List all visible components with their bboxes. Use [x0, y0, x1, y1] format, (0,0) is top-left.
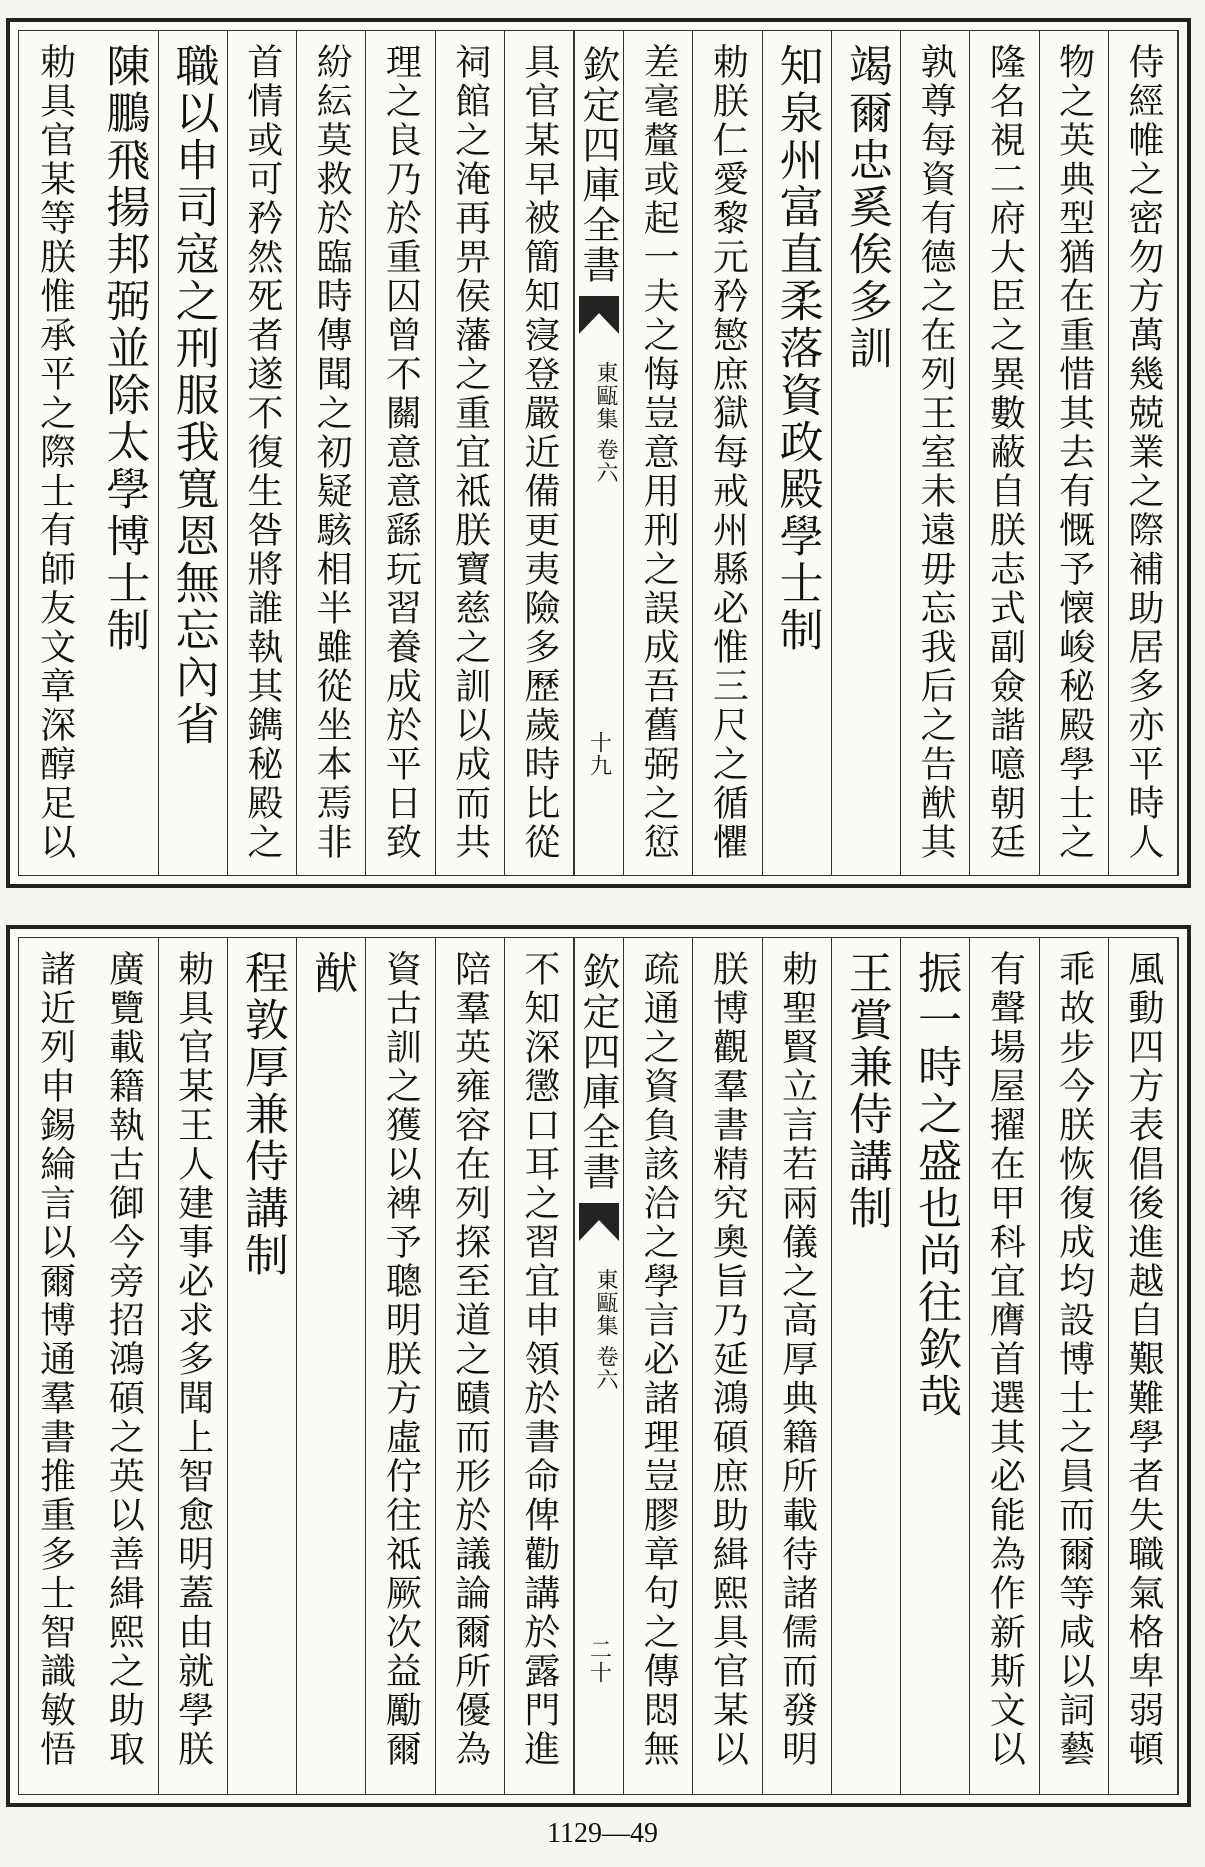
text-column: [505, 938, 574, 1794]
column-text: 首情或可矜然死者遂不復生咎將誰執其鐫秘殿之: [241, 43, 283, 862]
column-text: 物之英典型猶在重惜其去有慨予懐峻秘殿學士之: [1053, 43, 1095, 862]
column-text: 陳鵬飛揚邦弼並除太學博士制: [98, 43, 150, 654]
text-column: [297, 31, 366, 875]
text-column: [505, 31, 574, 875]
text-column: [436, 31, 505, 875]
column-text: 勅聖賢立言若兩儀之高厚典籍所載待諸儒而發明: [776, 950, 818, 1769]
page-folio-bottom: [6, 925, 1191, 1807]
column-text: 廣覽載籍執古御今旁招鴻碩之英以善緝熙之助取: [103, 950, 145, 1769]
column-text: 竭爾忠奚俟多訓: [840, 43, 892, 372]
text-column: [366, 938, 435, 1794]
text-column: [901, 938, 970, 1794]
column-text: 猷: [306, 950, 358, 997]
text-column: [901, 31, 970, 875]
column-text: 振一時之盛也尚往欽哉: [910, 950, 962, 1420]
text-column: [1040, 31, 1109, 875]
text-column: [297, 938, 366, 1794]
volume-label: 東甌集 卷六: [593, 1268, 618, 1391]
text-column: [20, 31, 89, 875]
column-text: 疏通之資負該洽之學言必諸理豈膠章句之傳悶無: [638, 950, 680, 1769]
column-text: 知泉州富直柔落資政殿學士制: [771, 43, 823, 654]
fishtail-mark-icon: [579, 296, 619, 334]
column-text: 陪羣英雍容在列探至道之賾而形於議論爾所優為: [449, 950, 491, 1769]
column-text: 不知深懲口耳之習宜申領於書命俾勸講於露門進: [518, 950, 560, 1769]
volume-label: 東甌集 卷六: [593, 361, 618, 484]
column-text: 乖故步今朕恢復成均設博士之員而爾等咸以詞藝: [1053, 950, 1095, 1769]
column-text: 差毫釐或起一夫之悔豈意用刑之誤成吾舊弼之愆: [638, 43, 680, 862]
column-text: 理之良乃於重囚曾不關意意繇玩習養成於平日致: [380, 43, 422, 862]
centre-fold-strip: [574, 31, 624, 875]
column-text: 風動四方表倡後進越自艱難學者失職氣格卑弱頓: [1122, 950, 1164, 1769]
fishtail-mark-icon: [579, 1203, 619, 1241]
text-column: [624, 938, 693, 1794]
text-column: [763, 938, 832, 1794]
text-column: [693, 31, 762, 875]
column-text: 諸近列申錫綸言以爾博通羣書推重多士智識敏悟: [34, 950, 76, 1769]
page-folio-top: [6, 18, 1191, 888]
text-column: [1040, 938, 1109, 1794]
column-text: 具官某早被簡知寖登嚴近備更夷險多歷歲時比從: [518, 43, 560, 862]
centre-fold-strip: [574, 938, 624, 1794]
text-frame: [18, 937, 1179, 1795]
text-column: [693, 938, 762, 1794]
column-text: 勅具官某王人建事必求多聞上智愈明蓋由就學朕: [172, 950, 214, 1769]
collection-title: 欽定四庫全書: [576, 952, 620, 1192]
text-column: [159, 938, 228, 1794]
text-column: [624, 31, 693, 875]
column-text: 紛紜莫救於臨時傳聞之初疑駭相半雖從坐本焉非: [311, 43, 353, 862]
column-text: 朕博觀羣書精究奧旨乃延鴻碩庶助緝熙具官某以: [707, 950, 749, 1769]
column-text: 勅具官某等朕惟承平之際士有師友文章深醇足以: [34, 43, 76, 862]
text-column: [366, 31, 435, 875]
text-column: [159, 31, 228, 875]
column-text: 孰尊每資有德之在列王室未遠毋忘我后之告猷其: [915, 43, 957, 862]
text-column: [763, 31, 832, 875]
text-column: [20, 938, 89, 1794]
column-text: 祠館之淹再畀侯藩之重宜祗朕寶慈之訓以成而共: [449, 43, 491, 862]
text-column: [228, 31, 297, 875]
text-column: [228, 938, 297, 1794]
text-column: [832, 938, 901, 1794]
column-text: 職以申司寇之刑服我寬恩無忘內省: [167, 43, 219, 748]
text-column: [970, 938, 1039, 1794]
column-text: 勅朕仁愛黎元矜慜庶獄每戒州縣必惟三尺之循懼: [707, 43, 749, 862]
text-column: [1109, 938, 1178, 1794]
text-column: [89, 31, 158, 875]
text-column: [436, 938, 505, 1794]
page-number-footer: 1129—49: [547, 1818, 658, 1849]
collection-title: 欽定四庫全書: [576, 45, 620, 285]
column-text: 資古訓之獲以裨予聰明朕方虛佇往祗厥次益勵爾: [380, 950, 422, 1769]
column-text: 隆名視二府大臣之異數蔽自朕志式副僉諧噫朝廷: [984, 43, 1026, 862]
text-column: [1109, 31, 1178, 875]
column-text: 侍經帷之密勿方萬幾兢業之際補助居多亦平時人: [1122, 43, 1164, 862]
folio-number: 二十: [586, 1638, 612, 1684]
column-text: 有聲場屋擢在甲科宜膺首選其必能為作新斯文以: [984, 950, 1026, 1769]
text-frame: [18, 30, 1179, 876]
text-column: [832, 31, 901, 875]
text-column: [970, 31, 1039, 875]
folio-number: 十九: [586, 731, 612, 777]
text-column: [89, 938, 158, 1794]
column-text: 程敦厚兼侍講制: [236, 950, 288, 1279]
column-text: 王賞兼侍講制: [840, 950, 892, 1232]
